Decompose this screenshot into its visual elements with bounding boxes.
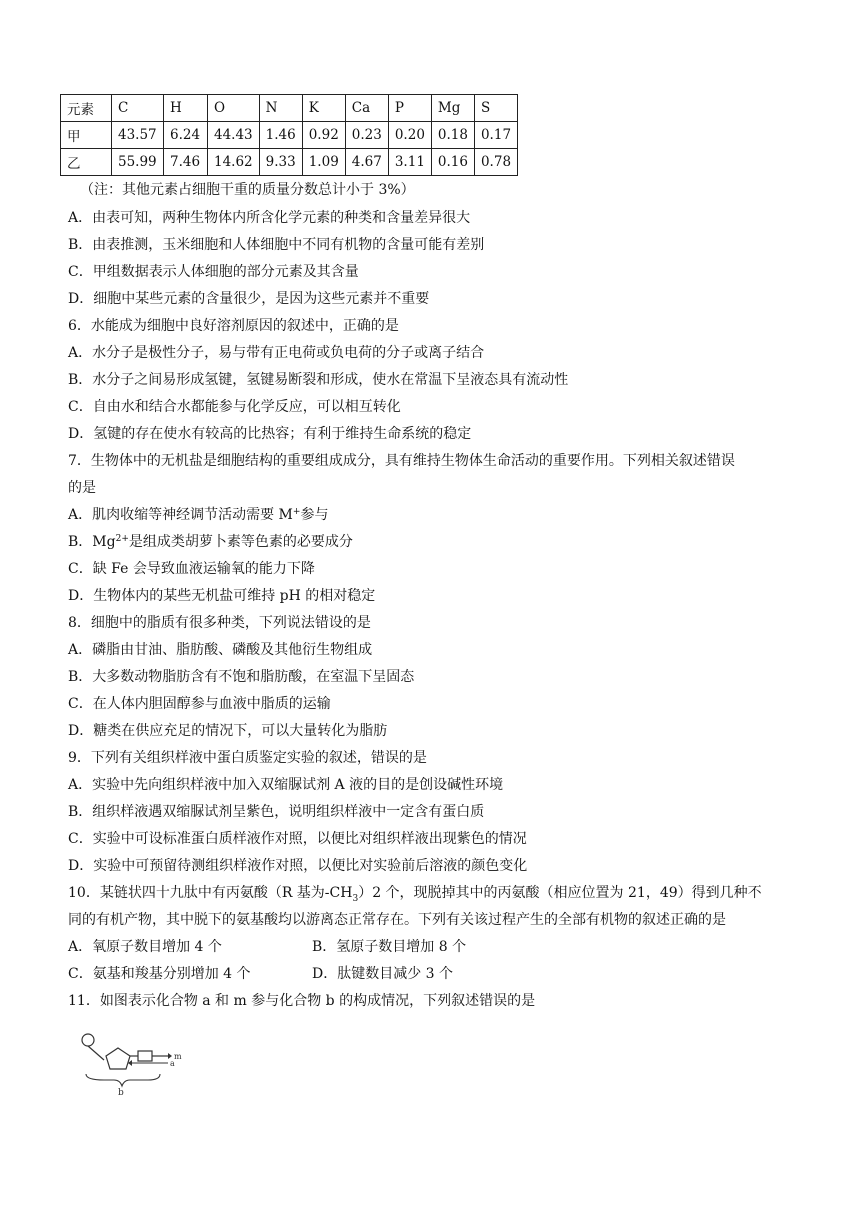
- q8-option-b: B．大多数动物脂肪含有不饱和脂肪酸，在室温下呈固态: [68, 669, 415, 685]
- q9-option-d: D．实验中可预留待测组织样液作对照，以便比对实验前后溶液的颜色变化: [68, 858, 528, 874]
- table-cell: 0.78: [474, 149, 517, 176]
- table-cell: 4.67: [345, 149, 388, 176]
- q7-stem-line1: 7．生物体中的无机盐是细胞结构的重要组成成分，具有维持生物体生命活动的重要作用。下列相关叙述错误: [68, 453, 735, 469]
- pentose-ring: [106, 1048, 130, 1069]
- q6-option-b: B．水分子之间易形成氢键，氢键易断裂和形成，使水在常温下呈液态具有流动性: [68, 372, 569, 388]
- q9-option-c: C．实验中可设标准蛋白质样液作对照，以便比对组织样液出现紫色的情况: [68, 831, 527, 847]
- q6-option-c: C．自由水和结合水都能参与化学反应，可以相互转化: [68, 399, 401, 415]
- table-cell: 1.46: [259, 122, 302, 149]
- table-cell: Mg: [431, 95, 474, 122]
- label-m: m: [174, 1052, 182, 1061]
- q10-stem-line1: 10．某链状四十九肽中有丙氨酸（R 基为$-CH_3)2$ 个，现脱掉其中的丙氨酸（相应位置为 21，49）得到几种不: [68, 885, 762, 904]
- phosphate-circle: [82, 1034, 94, 1046]
- q7-stem-line2: 的是: [68, 480, 96, 496]
- table-cell: 3.11: [388, 149, 431, 176]
- q7-option-d: D．生物体内的某些无机盐可维持 pH 的相对稳定: [68, 588, 376, 604]
- table-cell: 0.17: [474, 122, 517, 149]
- q8-option-d: D．糖类在供应充足的情况下，可以大量转化为脂肪: [68, 723, 388, 739]
- q10-option-c: C．氨基和羧基分别增加 4 个: [68, 966, 251, 982]
- q7-option-c: C．缺 Fe 会导致血液运输氧的能力下降: [68, 561, 315, 577]
- table-cell: O: [208, 95, 260, 122]
- bond-line: [88, 1046, 104, 1060]
- brace: [86, 1074, 160, 1086]
- q5-option-a: A．由表可知，两种生物体内所含化学元素的种类和含量差异很大: [68, 210, 471, 226]
- q11-stem: 11．如图表示化合物 a 和 m 参与化合物 b 的构成情况，下列叙述错误的是: [68, 993, 536, 1009]
- q6-option-a: A．水分子是极性分子，易与带有正电荷或负电荷的分子或离子结合: [68, 345, 485, 361]
- element-content-table: [60, 94, 518, 176]
- table-cell: 7.46: [164, 149, 208, 176]
- q5-option-b: B．由表推测，玉米细胞和人体细胞中不同有机物的含量可能有差别: [68, 237, 485, 253]
- table-cell: 14.62: [208, 149, 260, 176]
- q9-option-a: A．实验中先向组织样液中加入双缩脲试剂 A 液的目的是创设碱性环境: [68, 777, 504, 793]
- q7-option-a: A．肌肉收缩等神经调节活动需要 M+参与: [68, 507, 329, 523]
- q5-option-c: C．甲组数据表示人体细胞的部分元素及其含量: [68, 264, 359, 280]
- table-cell: 1.09: [302, 149, 345, 176]
- nucleotide-diagram: [74, 1032, 194, 1096]
- table-cell: K: [302, 95, 345, 122]
- q10-stem-line2: 同的有机产物，其中脱下的氨基酸均以游离态正常存在。下列有关该过程产生的全部有机物的叙述正确的是: [68, 912, 726, 928]
- table-cell: 元素: [61, 95, 112, 122]
- table-header-row: [61, 95, 518, 122]
- q5-option-d: D．细胞中某些元素的含量很少，是因为这些元素并不重要: [68, 291, 430, 307]
- table-cell: H: [164, 95, 208, 122]
- table-cell: Ca: [345, 95, 388, 122]
- table-cell: N: [259, 95, 302, 122]
- q9-stem: 9．下列有关组织样液中蛋白质鉴定实验的叙述，错误的是: [68, 750, 427, 766]
- label-a: a: [170, 1059, 175, 1068]
- table-cell: 乙: [61, 149, 112, 176]
- table-row: [61, 149, 518, 176]
- q7-option-b: B．$Mg^{2+}$是组成类胡萝卜素等色素的必要成分: [68, 534, 353, 550]
- table-cell: 55.99: [112, 149, 164, 176]
- q6-option-d: D．氢键的存在使水有较高的比热容；有利于维持生命系统的稳定: [68, 426, 472, 442]
- table-cell: 0.20: [388, 122, 431, 149]
- q8-option-a: A．磷脂由甘油、脂肪酸、磷酸及其他衍生物组成: [68, 642, 373, 658]
- table-cell: P: [388, 95, 431, 122]
- q8-option-c: C．在人体内胆固醇参与血液中脂质的运输: [68, 696, 331, 712]
- q8-stem: 8．细胞中的脂质有很多种类，下列说法错设的是: [68, 615, 371, 631]
- table-cell: 0.23: [345, 122, 388, 149]
- table-cell: 43.57: [112, 122, 164, 149]
- q10-option-d: D．肽键数目减少 3 个: [312, 966, 454, 982]
- table-cell: 0.18: [431, 122, 474, 149]
- table-cell: 9.33: [259, 149, 302, 176]
- table-cell: 0.16: [431, 149, 474, 176]
- table-cell: 6.24: [164, 122, 208, 149]
- q10-option-a: A．氧原子数目增加 4 个: [68, 939, 222, 955]
- table-cell: S: [474, 95, 517, 122]
- label-b: b: [118, 1088, 124, 1096]
- table-note: （注：其他元素占细胞干重的质量分数总计小于 3%）: [80, 182, 415, 198]
- table-cell: C: [112, 95, 164, 122]
- q9-option-b: B．组织样液遇双缩脲试剂呈紫色，说明组织样液中一定含有蛋白质: [68, 804, 485, 820]
- base-box: [138, 1051, 152, 1061]
- table-cell: 0.92: [302, 122, 345, 149]
- table-row: [61, 122, 518, 149]
- table-cell: 甲: [61, 122, 112, 149]
- table-cell: 44.43: [208, 122, 260, 149]
- q10-option-b: B．氢原子数目增加 8 个: [312, 939, 467, 955]
- q6-stem: 6．水能成为细胞中良好溶剂原因的叙述中，正确的是: [68, 318, 399, 334]
